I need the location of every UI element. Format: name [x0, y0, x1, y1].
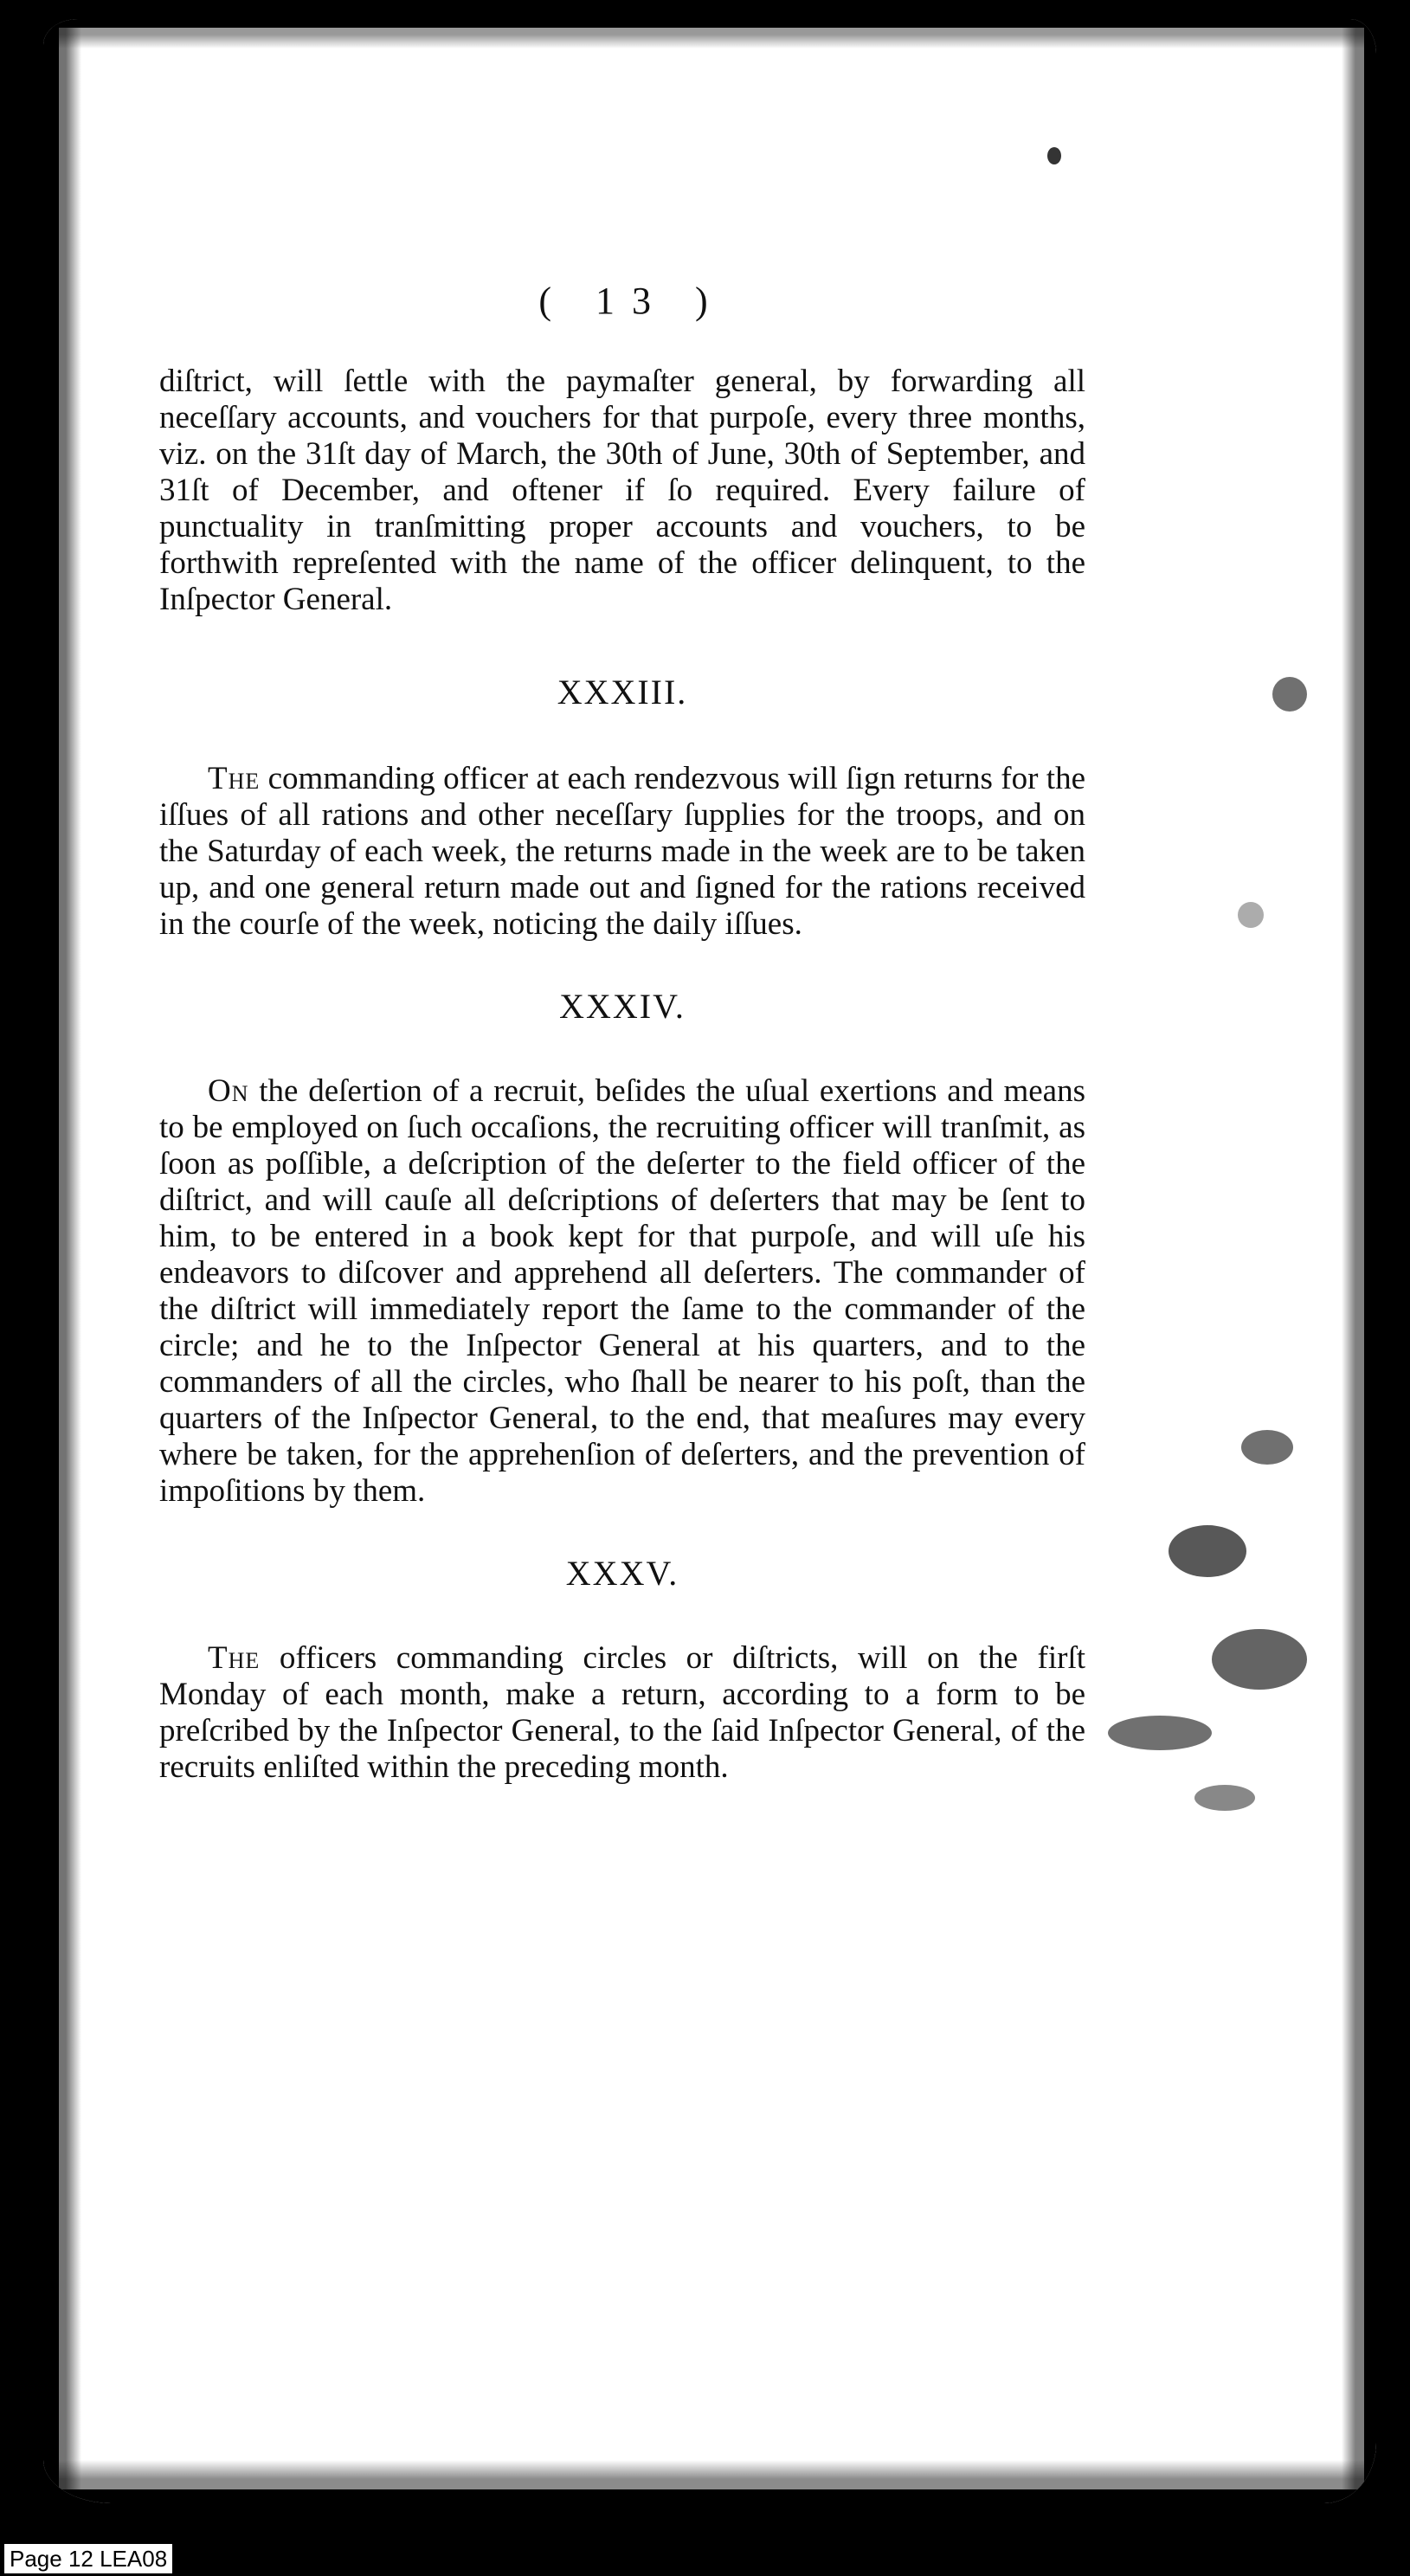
- section-text: officers commanding circles or diſtricts, will on the firſt Monday of each month, make a return, according to a form to be preſcribed by the Inſpector General, to the ſaid Inſpector General, of the recruits enliſted within the preceding month.: [159, 1640, 1085, 1785]
- stain-mark: [1272, 677, 1307, 712]
- page-content: [159, 364, 1085, 1786]
- section-lead-word: The: [208, 761, 261, 796]
- document-page: [43, 19, 1376, 2503]
- section-paragraph-xxxv: [159, 1640, 1085, 1786]
- section-text: commanding officer at each rendezvous will ſign returns for the iſſues of all rations and other neceſſary ſupplies for the troops, and on the Saturday of each week, the returns made in the week are to be taken up, and one general return made out and ſigned for the rations received in the courſe of the week, noticing the daily iſſues.: [159, 761, 1085, 942]
- section-heading-xxxiv: XXXIV.: [559, 987, 686, 1026]
- section-lead-word: On: [208, 1073, 249, 1109]
- section-paragraph-xxxiii: [159, 761, 1085, 943]
- stain-mark: [1241, 1430, 1293, 1465]
- stain-mark: [1047, 147, 1061, 164]
- page-edge-top: [43, 19, 1376, 54]
- section-lead-word: The: [208, 1640, 261, 1676]
- page-edge-bottom: [43, 2451, 1376, 2503]
- stain-mark: [1238, 902, 1264, 928]
- section-heading-xxxv: XXXV.: [565, 1554, 679, 1593]
- stain-mark: [1194, 1785, 1255, 1811]
- stain-mark: [1212, 1629, 1307, 1690]
- stain-mark: [1169, 1525, 1246, 1577]
- intro-paragraph: diſtrict, will ſettle with the paymaſter general, by forwarding all neceſſary accounts, and vouchers for that purpoſe, every three months, viz. on the 31ſt day of March, the 30th of June, 30th of September, and 31ſt of December, and oftener if ſo required. Every failure of punctuality in tranſmitting proper accounts and vouchers, to be forthwith repreſented with the name of the officer delinquent, to the Inſpector General.: [159, 364, 1085, 617]
- section-paragraph-xxxiv: [159, 1073, 1085, 1510]
- page-number: ( 13 ): [538, 280, 725, 322]
- stain-mark: [1108, 1716, 1212, 1750]
- page-edge-right: [1324, 19, 1376, 2503]
- page-id-label: Page 12 LEA08: [3, 2543, 173, 2574]
- page-edge-left: [43, 19, 95, 2503]
- section-text: the deſertion of a recruit, beſides the uſual exertions and means to be employed on ſuch occaſions, the recruiting officer will tranſmit, as ſoon as poſſible, a deſcription of the deſerter to the field officer of the diſtrict, and will cauſe all deſcriptions of deſerters that may be ſent to him, to be entered in a book kept for that purpoſe, and will uſe his endeavors to diſcover and apprehend all deſerters. The commander of the diſtrict will immediately report the ſame to the commander of the circle; and he to the Inſpector General at his quarters, and to the commanders of all the circles, who ſhall be nearer to his poſt, than the quarters of the Inſpector General, to the end, that meaſures may every where be taken, for the apprehenſion of deſerters, and the prevention of impoſitions by them.: [159, 1073, 1085, 1509]
- section-heading-xxxiii: XXXIII.: [557, 673, 688, 712]
